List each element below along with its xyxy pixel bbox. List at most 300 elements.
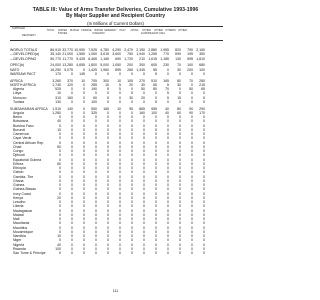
table-cell: 0 bbox=[167, 132, 169, 137]
table-cell: 0 bbox=[155, 187, 157, 192]
table-cell: 0 bbox=[131, 119, 133, 124]
table-cell: 0 bbox=[71, 200, 73, 205]
table-cell: 0 bbox=[191, 178, 193, 183]
table-cell: 11,770 bbox=[62, 56, 73, 61]
table-cell: 0 bbox=[71, 212, 73, 217]
table-cell: 0 bbox=[179, 115, 181, 120]
table-cell: 0 bbox=[83, 110, 85, 115]
table-cell: 0 bbox=[131, 191, 133, 196]
table-cell: 86,910 bbox=[50, 48, 61, 52]
table-cell: 0 bbox=[167, 149, 169, 154]
table-cell: 0 bbox=[107, 157, 109, 162]
table-cell: 0 bbox=[131, 149, 133, 154]
table-cell: 1,425 bbox=[88, 67, 97, 72]
table-cell: 0 bbox=[167, 166, 169, 171]
table-cell: 0 bbox=[191, 217, 193, 222]
row-label: Nigeria bbox=[13, 242, 25, 247]
table-cell: 10,990 bbox=[74, 48, 85, 52]
table-cell: 0 bbox=[83, 166, 85, 171]
table-cell: 65 bbox=[201, 87, 205, 92]
table-cell: 0 bbox=[83, 212, 85, 217]
table-cell: 0 bbox=[107, 221, 109, 226]
row-label: Mauritania bbox=[13, 221, 30, 226]
table-cell: 0 bbox=[203, 242, 205, 247]
table-cell: 0 bbox=[83, 115, 85, 120]
table-cell: 0 bbox=[119, 144, 121, 149]
table-cell: 0 bbox=[179, 91, 181, 96]
table-cell: 9,075 bbox=[64, 67, 73, 72]
table-cell: 0 bbox=[131, 99, 133, 104]
table-cell: 0 bbox=[119, 246, 121, 251]
table-cell: 0 bbox=[191, 242, 193, 247]
table-cell: 0 bbox=[71, 87, 73, 92]
row-label: NORTH AFRICA bbox=[10, 82, 36, 87]
table-cell: 0 bbox=[83, 144, 85, 149]
table-cell: 3,615 bbox=[100, 52, 109, 57]
table-cell: 0 bbox=[71, 115, 73, 120]
table-cell: 0 bbox=[155, 149, 157, 154]
table-cell: 0 bbox=[95, 136, 97, 141]
table-cell: 0 bbox=[95, 195, 97, 200]
table-cell: 0 bbox=[143, 208, 145, 213]
table-cell: 0 bbox=[131, 217, 133, 222]
table-cell: 0 bbox=[107, 144, 109, 149]
table-cell: 0 bbox=[95, 242, 97, 247]
table-cell: 1,185 bbox=[160, 56, 169, 61]
table-cell: 0 bbox=[143, 195, 145, 200]
row-label: Burkina Faso bbox=[13, 123, 34, 128]
table-cell: 0 bbox=[155, 208, 157, 213]
table-cell: 0 bbox=[191, 153, 193, 158]
table-cell: 80 bbox=[177, 106, 181, 111]
table-cell: 20 bbox=[57, 195, 61, 200]
table-cell: 0 bbox=[83, 178, 85, 183]
row-label: Burundi bbox=[13, 127, 26, 132]
table-cell: 0 bbox=[155, 178, 157, 183]
table-cell: 0 bbox=[203, 208, 205, 213]
table-cell: 9,425 bbox=[76, 56, 85, 61]
table-cell: 0 bbox=[107, 127, 109, 132]
table-cell: 0 bbox=[107, 251, 109, 256]
table-cell: 0 bbox=[83, 132, 85, 137]
table-cell: 0 bbox=[131, 132, 133, 137]
table-cell: 300 bbox=[103, 78, 109, 83]
table-cell: 0 bbox=[95, 71, 97, 76]
table-cell: 0 bbox=[203, 195, 205, 200]
table-cell: 0 bbox=[179, 242, 181, 247]
table-cell: 0 bbox=[167, 127, 169, 132]
table-cell: 0 bbox=[119, 200, 121, 205]
column-header: OTHER bbox=[178, 29, 187, 32]
row-label: Sao Tome & Principe bbox=[13, 251, 46, 256]
row-label: Guinea-Bissau bbox=[13, 187, 36, 192]
table-cell: 0 bbox=[119, 115, 121, 120]
table-cell: 0 bbox=[191, 200, 193, 205]
table-cell: 0 bbox=[143, 136, 145, 141]
row-label: Cameroon bbox=[13, 132, 30, 137]
table-cell: 0 bbox=[203, 123, 205, 128]
table-cell: 0 bbox=[83, 119, 85, 124]
table-cell: 0 bbox=[143, 132, 145, 137]
table-cell: 0 bbox=[131, 161, 133, 166]
column-header: OTHER EAST ASIA bbox=[152, 29, 165, 35]
table-cell: 0 bbox=[83, 161, 85, 166]
column-header: CHINA bbox=[130, 29, 139, 32]
table-cell: 0 bbox=[71, 71, 73, 76]
table-cell: 0 bbox=[59, 200, 61, 205]
table-cell: 0 bbox=[191, 166, 193, 171]
table-cell: 0 bbox=[203, 251, 205, 256]
table-cell: 280 bbox=[199, 78, 205, 83]
table-cell: 0 bbox=[107, 91, 109, 96]
table-cell: 0 bbox=[155, 217, 157, 222]
table-cell: 0 bbox=[95, 91, 97, 96]
table-cell: 1,740 bbox=[52, 82, 61, 87]
table-cell: 0 bbox=[191, 144, 193, 149]
table-cell: 0 bbox=[107, 208, 109, 213]
table-cell: 1,810 bbox=[196, 56, 205, 61]
table-cell: 0 bbox=[119, 174, 121, 179]
table-cell: 20 bbox=[141, 95, 145, 100]
table-cell: 0 bbox=[143, 161, 145, 166]
table-cell: 325 bbox=[91, 110, 97, 115]
table-cell: 5 bbox=[107, 95, 109, 100]
table-cell: 0 bbox=[131, 187, 133, 192]
table-cell: 0 bbox=[119, 238, 121, 243]
table-cell: 4,290 bbox=[112, 48, 121, 52]
table-cell: 0 bbox=[83, 170, 85, 175]
row-label: NATO bbox=[10, 67, 20, 72]
row-label: Cape Verde bbox=[13, 136, 32, 141]
table-cell: 60 bbox=[177, 110, 181, 115]
table-cell: 3,260 bbox=[52, 78, 61, 83]
table-cell: 0 bbox=[83, 229, 85, 234]
table-cell: 200 bbox=[187, 67, 193, 72]
table-cell: 0 bbox=[143, 119, 145, 124]
table-cell: 0 bbox=[179, 221, 181, 226]
table-cell: 0 bbox=[155, 204, 157, 209]
row-label: Ivory Coast bbox=[13, 191, 31, 196]
table-cell: 0 bbox=[71, 242, 73, 247]
table-cell: 0 bbox=[83, 200, 85, 205]
table-cell: 0 bbox=[155, 251, 157, 256]
table-cell: 145 bbox=[79, 71, 85, 76]
table-cell: 0 bbox=[143, 187, 145, 192]
table-cell: 0 bbox=[107, 204, 109, 209]
table-cell: 30 bbox=[141, 82, 145, 87]
table-cell: 0 bbox=[191, 161, 193, 166]
table-cell: 0 bbox=[107, 170, 109, 175]
table-cell: 0 bbox=[83, 183, 85, 188]
table-cell: 0 bbox=[155, 95, 157, 100]
table-cell: 0 bbox=[155, 229, 157, 234]
table-cell: 0 bbox=[179, 136, 181, 141]
table-cell: 0 bbox=[155, 132, 157, 137]
table-cell: 0 bbox=[155, 170, 157, 175]
table-cell: 0 bbox=[107, 234, 109, 239]
table-cell: 0 bbox=[143, 166, 145, 171]
table-cell: 0 bbox=[119, 99, 121, 104]
table-cell: 0 bbox=[71, 229, 73, 234]
table-cell: 0 bbox=[179, 132, 181, 137]
table-cell: 0 bbox=[155, 221, 157, 226]
table-cell: 0 bbox=[155, 246, 157, 251]
table-cell: 0 bbox=[107, 187, 109, 192]
table-cell: 0 bbox=[191, 71, 193, 76]
table-cell: 5 bbox=[155, 71, 157, 76]
table-cell: 0 bbox=[83, 95, 85, 100]
table-cell: 0 bbox=[191, 157, 193, 162]
table-cell: 0 bbox=[191, 119, 193, 124]
table-cell: 0 bbox=[179, 71, 181, 76]
table-cell: 0 bbox=[191, 183, 193, 188]
table-cell: 0 bbox=[59, 136, 61, 141]
table-cell: 0 bbox=[59, 217, 61, 222]
table-cell: 0 bbox=[71, 251, 73, 256]
table-cell: 0 bbox=[155, 91, 157, 96]
table-cell: 0 bbox=[107, 71, 109, 76]
table-cell: 165 bbox=[103, 106, 109, 111]
row-label: Eritrea bbox=[13, 161, 24, 166]
table-cell: 0 bbox=[107, 166, 109, 171]
table-cell: 0 bbox=[95, 115, 97, 120]
table-cell: 0 bbox=[83, 204, 85, 209]
table-cell: 165 bbox=[163, 78, 169, 83]
table-cell: 5 bbox=[131, 91, 133, 96]
table-cell: 0 bbox=[71, 246, 73, 251]
row-label: Ghana bbox=[13, 178, 24, 183]
table-cell: 0 bbox=[71, 217, 73, 222]
table-cell: 130 bbox=[175, 56, 181, 61]
table-cell: 0 bbox=[59, 170, 61, 175]
table-cell: 750 bbox=[127, 52, 133, 57]
table-cell: 95 bbox=[129, 106, 133, 111]
table-cell: 90 bbox=[189, 106, 193, 111]
table-cell: 0 bbox=[83, 82, 85, 87]
row-label: Gabon bbox=[13, 170, 24, 175]
table-cell: 0 bbox=[95, 123, 97, 128]
table-cell: 10 bbox=[81, 78, 85, 83]
table-cell: 0 bbox=[95, 119, 97, 124]
table-cell: 0 bbox=[119, 204, 121, 209]
table-cell: 0 bbox=[143, 71, 145, 76]
table-cell: 55 bbox=[153, 67, 157, 72]
column-header: FRANCE bbox=[81, 29, 92, 32]
table-cell: 0 bbox=[71, 174, 73, 179]
table-cell: 0 bbox=[179, 183, 181, 188]
column-header: GERMANY bbox=[104, 29, 117, 32]
table-cell: 0 bbox=[59, 132, 61, 137]
table-cell: 20 bbox=[129, 82, 133, 87]
table-cell: 0 bbox=[83, 123, 85, 128]
table-cell: 0 bbox=[179, 174, 181, 179]
table-cell: 0 bbox=[179, 234, 181, 239]
table-cell: 100 bbox=[91, 99, 97, 104]
table-cell: 0 bbox=[107, 229, 109, 234]
table-cell: 16,250 bbox=[50, 67, 61, 72]
table-cell: 50 bbox=[189, 87, 193, 92]
table-cell: 0 bbox=[95, 208, 97, 213]
table-cell: 0 bbox=[119, 153, 121, 158]
table-cell: 0 bbox=[95, 200, 97, 205]
table-cell: 895 bbox=[115, 67, 121, 72]
table-cell: 0 bbox=[203, 127, 205, 132]
table-cell: 0 bbox=[191, 251, 193, 256]
table-cell: 50 bbox=[57, 144, 61, 149]
supplier-label: SUPPLIER bbox=[12, 27, 25, 30]
table-cell: 350 bbox=[199, 52, 205, 57]
table-cell: 0 bbox=[203, 91, 205, 96]
table-cell: 0 bbox=[155, 234, 157, 239]
table-cell: 0 bbox=[119, 127, 121, 132]
row-label: Central African Rep bbox=[13, 140, 44, 145]
table-cell: 0 bbox=[95, 140, 97, 145]
table-cell: 0 bbox=[143, 178, 145, 183]
table-cell: 955 bbox=[151, 106, 157, 111]
table-cell: 0 bbox=[191, 170, 193, 175]
table-cell: 0 bbox=[179, 140, 181, 145]
table-cell: 0 bbox=[71, 157, 73, 162]
table-cell: 0 bbox=[179, 191, 181, 196]
table-cell: 0 bbox=[143, 127, 145, 132]
table-cell: 200 bbox=[127, 63, 133, 68]
table-cell: 0 bbox=[179, 119, 181, 124]
table-cell: 705 bbox=[91, 78, 97, 83]
table-cell: 0 bbox=[203, 170, 205, 175]
table-cell: 0 bbox=[119, 225, 121, 230]
table-cell: 5 bbox=[119, 82, 121, 87]
table-cell: 0 bbox=[119, 178, 121, 183]
table-cell: 0 bbox=[119, 166, 121, 171]
table-cell: 0 bbox=[71, 238, 73, 243]
table-cell: 0 bbox=[167, 246, 169, 251]
table-cell: 0 bbox=[119, 123, 121, 128]
table-cell: 4,780 bbox=[100, 48, 109, 52]
table-cell: 3,600 bbox=[112, 52, 121, 57]
table-cell: 1,165 bbox=[100, 56, 109, 61]
table-cell: 0 bbox=[95, 191, 97, 196]
table-cell: 0 bbox=[203, 149, 205, 154]
table-cell: 5 bbox=[167, 91, 169, 96]
table-cell: 0 bbox=[107, 119, 109, 124]
table-cell: 820 bbox=[175, 48, 181, 52]
table-cell: 0 bbox=[83, 106, 85, 111]
table-cell: 0 bbox=[191, 123, 193, 128]
table-cell: 5 bbox=[155, 127, 157, 132]
table-cell: 0 bbox=[71, 225, 73, 230]
table-cell: 0 bbox=[83, 221, 85, 226]
table-cell: 0 bbox=[155, 119, 157, 124]
table-cell: 0 bbox=[203, 166, 205, 171]
table-cell: 2,880 bbox=[148, 48, 157, 52]
table-cell: 0 bbox=[83, 99, 85, 104]
row-label: ---DEVELOPED(a) bbox=[10, 52, 40, 57]
table-cell: 10 bbox=[105, 82, 109, 87]
table-cell: 0 bbox=[179, 161, 181, 166]
table-cell: 290 bbox=[199, 106, 205, 111]
table-title: TABLE III: Value of Arms Transfer Deliveries, Cumulative 1993-1996 bbox=[32, 7, 199, 13]
table-cell: 0 bbox=[203, 200, 205, 205]
table-cell: 0 bbox=[203, 191, 205, 196]
table-cell: 30 bbox=[177, 67, 181, 72]
table-cell: 0 bbox=[119, 183, 121, 188]
row-label: SUBSAHARAN AFRICA bbox=[10, 106, 48, 111]
table-cell: 0 bbox=[179, 99, 181, 104]
table-cell: 0 bbox=[155, 200, 157, 205]
table-cell: 0 bbox=[71, 191, 73, 196]
table-cell: 0 bbox=[71, 123, 73, 128]
table-cell: 0 bbox=[143, 191, 145, 196]
table-cell: 0 bbox=[83, 91, 85, 96]
table-cell: 6,465 bbox=[88, 56, 97, 61]
table-cell: 0 bbox=[107, 110, 109, 115]
table-cell: 7,525 bbox=[88, 48, 97, 52]
table-cell: 0 bbox=[179, 178, 181, 183]
table-cell: 80 bbox=[177, 78, 181, 83]
table-cell: 0 bbox=[167, 187, 169, 192]
table-cell: 0 bbox=[143, 140, 145, 145]
table-cell: 65 bbox=[153, 82, 157, 87]
table-cell: 0 bbox=[203, 183, 205, 188]
column-header: UNITED KINGDOM bbox=[92, 29, 105, 35]
table-cell: 0 bbox=[203, 238, 205, 243]
table-cell: 0 bbox=[107, 191, 109, 196]
table-cell: 0 bbox=[95, 221, 97, 226]
table-cell: 0 bbox=[95, 238, 97, 243]
table-cell: 0 bbox=[95, 149, 97, 154]
table-cell: 0 bbox=[179, 87, 181, 92]
table-cell: 0 bbox=[179, 123, 181, 128]
table-cell: 0 bbox=[107, 242, 109, 247]
table-cell: 0 bbox=[71, 153, 73, 158]
table-cell: 0 bbox=[179, 170, 181, 175]
table-cell: 0 bbox=[203, 217, 205, 222]
table-cell: 0 bbox=[179, 229, 181, 234]
row-label: Gambia, The bbox=[13, 174, 34, 179]
table-cell: 0 bbox=[119, 71, 121, 76]
table-cell: 0 bbox=[167, 123, 169, 128]
table-cell: 10 bbox=[57, 234, 61, 239]
table-cell: 160 bbox=[67, 95, 73, 100]
table-cell: 0 bbox=[191, 229, 193, 234]
table-cell: 0 bbox=[95, 183, 97, 188]
table-cell: 0 bbox=[191, 187, 193, 192]
table-cell: 0 bbox=[143, 99, 145, 104]
row-label: Algeria bbox=[13, 87, 24, 92]
column-header: TOTAL bbox=[46, 29, 55, 32]
table-cell: 0 bbox=[143, 91, 145, 96]
table-cell: 0 bbox=[191, 140, 193, 145]
row-label: Chad bbox=[13, 144, 22, 149]
table-cell: 1,345 bbox=[136, 67, 145, 72]
table-cell: 0 bbox=[203, 157, 205, 162]
table-cell: 0 bbox=[203, 115, 205, 120]
table-cell: 0 bbox=[143, 225, 145, 230]
table-cell: 0 bbox=[131, 157, 133, 162]
table-cell: 0 bbox=[143, 221, 145, 226]
table-cell: 10 bbox=[117, 78, 121, 83]
row-label: Libya bbox=[13, 91, 22, 96]
table-cell: 0 bbox=[95, 234, 97, 239]
table-cell: 0 bbox=[119, 132, 121, 137]
table-cell: 0 bbox=[119, 212, 121, 217]
table-cell: 5 bbox=[119, 87, 121, 92]
table-cell: 0 bbox=[71, 99, 73, 104]
table-cell: 0 bbox=[179, 144, 181, 149]
recipient-label: RECIPIENT bbox=[22, 34, 36, 37]
table-cell: 0 bbox=[191, 91, 193, 96]
table-cell: 80 bbox=[153, 87, 157, 92]
